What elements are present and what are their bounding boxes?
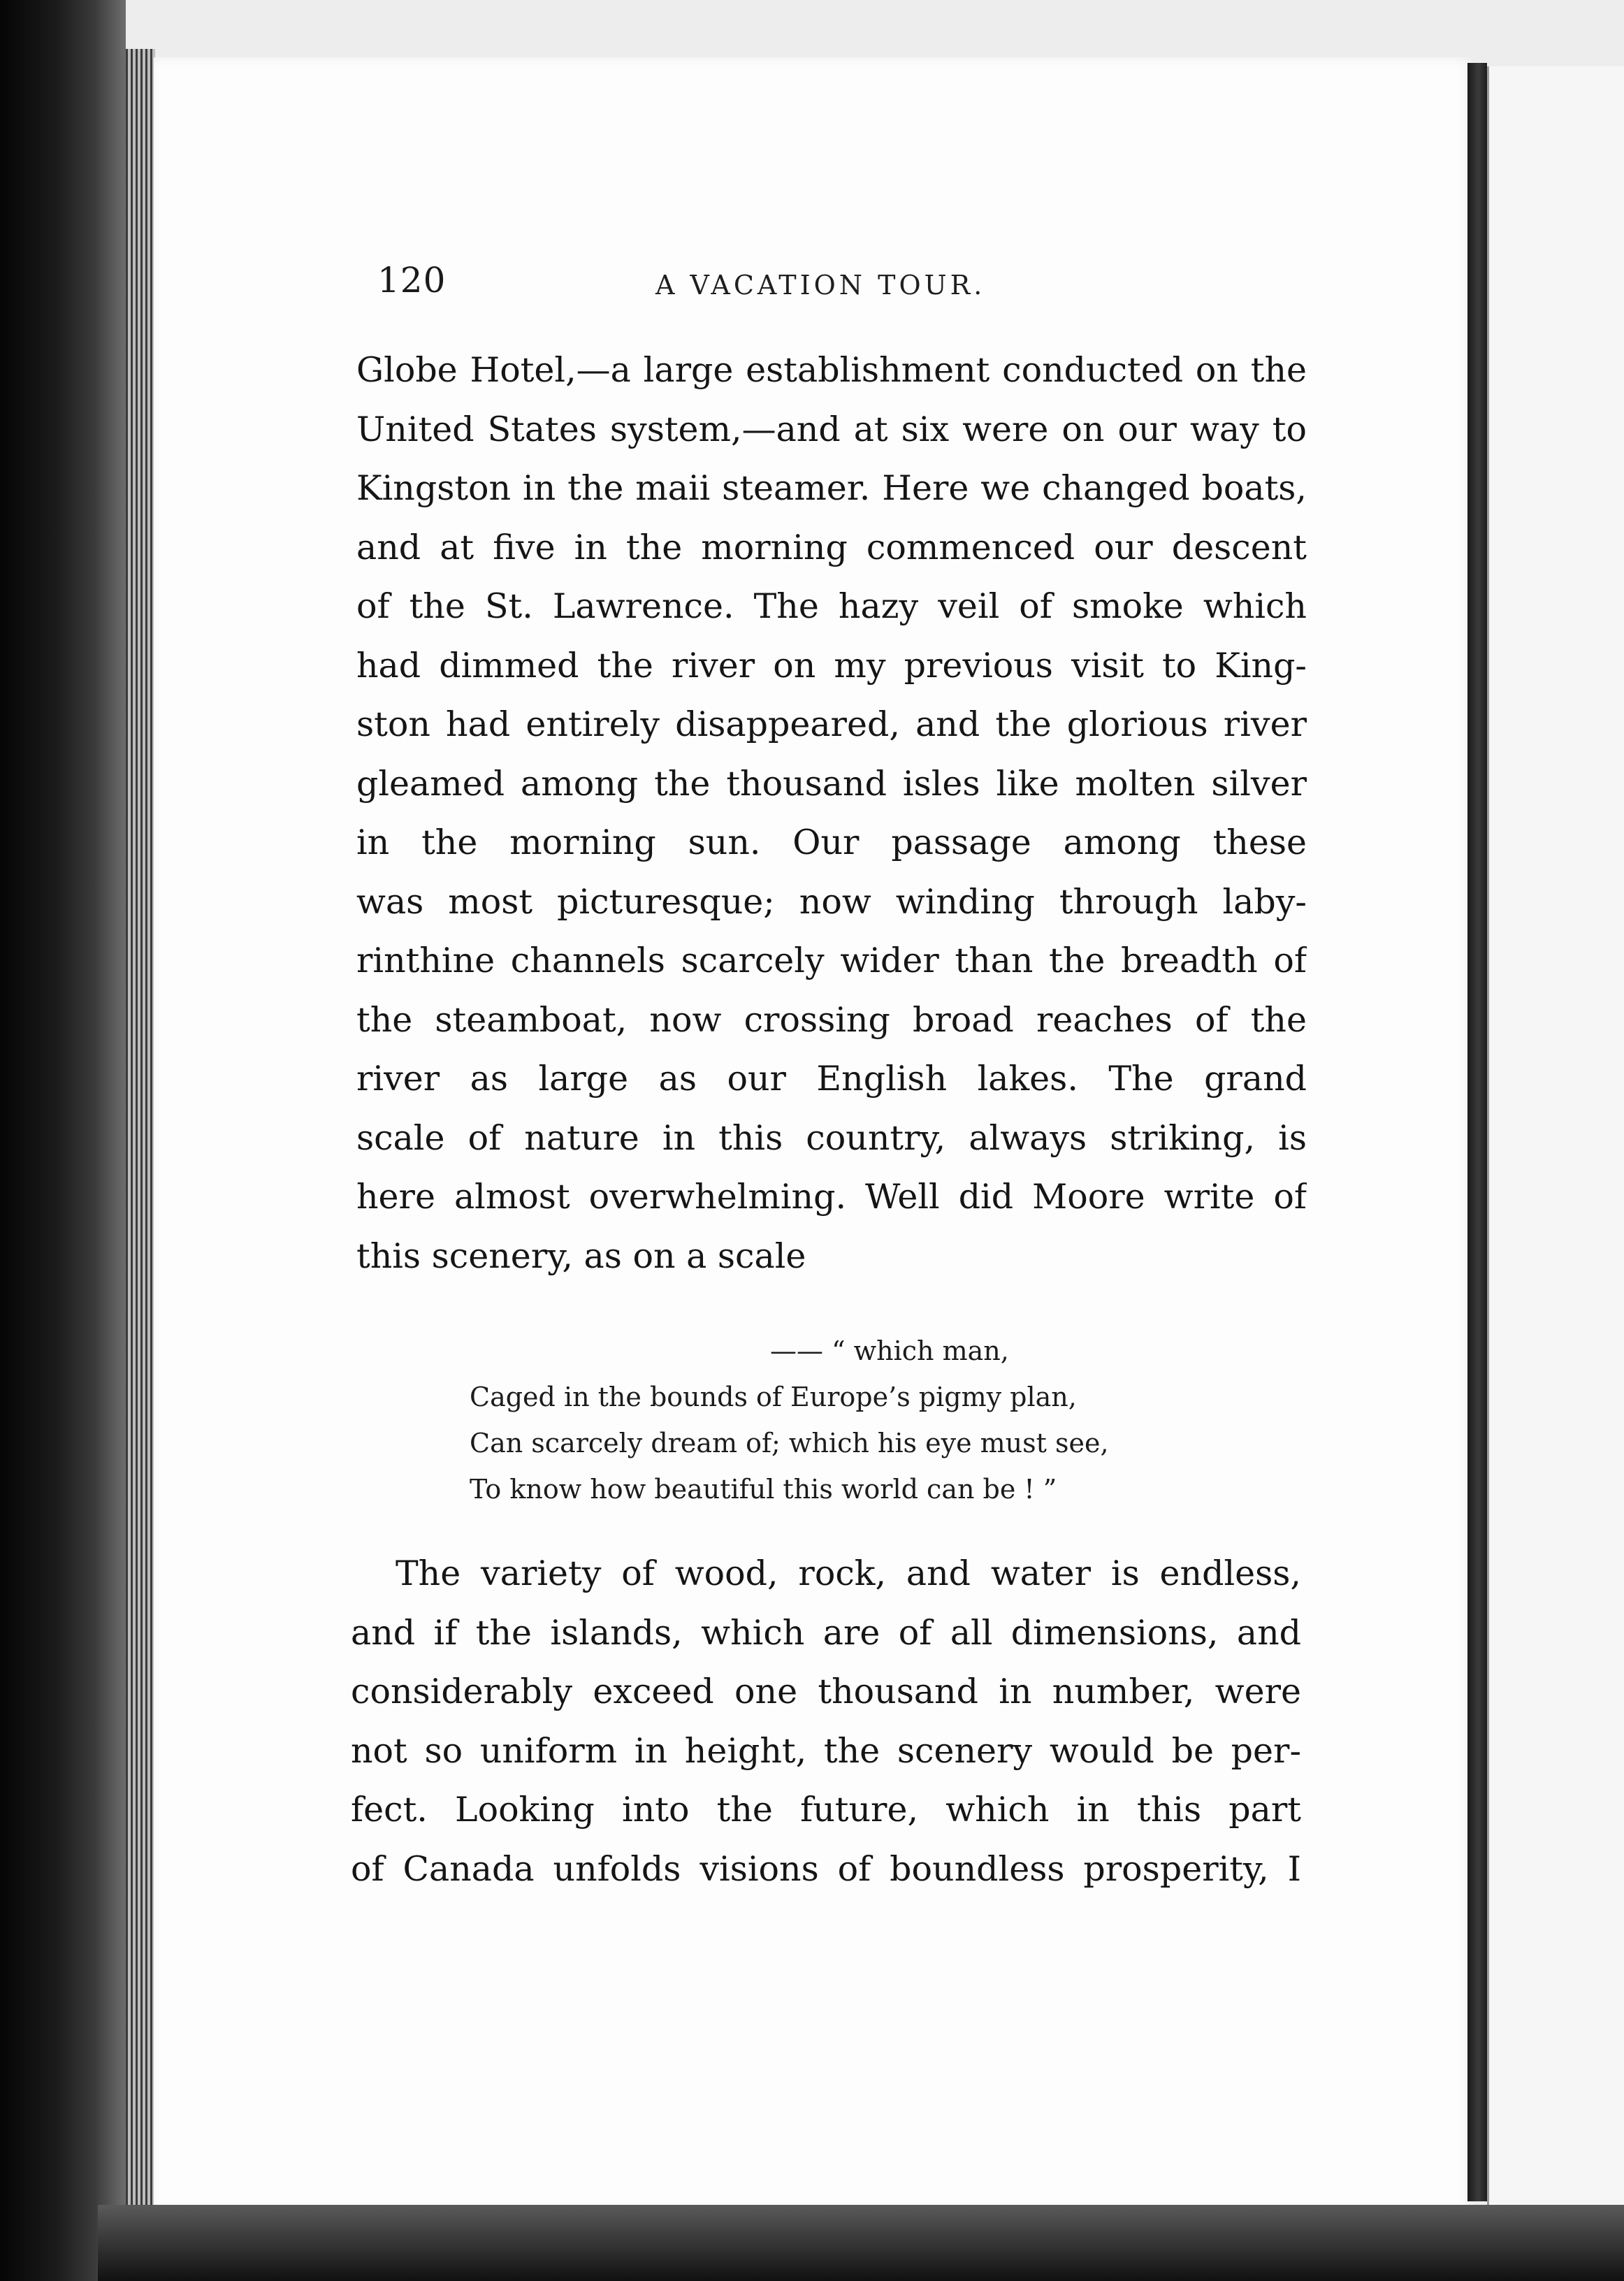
text-line: scale of nature in this country, always striking, is	[356, 1117, 1307, 1158]
text-line: of Canada unfolds visions of boundless prosperity, I	[351, 1848, 1301, 1889]
text-line: Kingston in the maii steamer. Here we changed boats,	[356, 468, 1307, 508]
verse-quotation	[470, 1328, 1168, 1512]
text-line: had dimmed the river on my previous visit to King-	[356, 645, 1307, 686]
verse-line: Can scarcely dream of; which his eye must see,	[470, 1428, 1109, 1458]
paragraph-2	[351, 1544, 1301, 1899]
page-number: 120	[377, 260, 447, 300]
running-title: A VACATION TOUR.	[655, 270, 986, 300]
text-line: gleamed among the thousand isles like molten silver	[356, 763, 1307, 804]
text-line: The variety of wood, rock, and water is endless,	[396, 1554, 1301, 1593]
text-line: and at five in the morning commenced our descent	[356, 527, 1307, 567]
paragraph-1	[356, 341, 1307, 1286]
text-line: here almost overwhelming. Well did Moore write of	[356, 1177, 1307, 1217]
text-line: Globe Hotel,—a large establishment conducted on the	[356, 350, 1307, 390]
text-line: United States system,—and at six were on our way to	[356, 409, 1307, 449]
text-line: and if the islands, which are of all dimensions, and	[351, 1612, 1301, 1653]
page-stack-edge	[126, 49, 155, 2208]
text-line: this scenery, as on a scale	[356, 1236, 806, 1276]
text-line: in the morning sun. Our passage among these	[356, 823, 1307, 862]
verse-line: —— “ which man,	[770, 1335, 1009, 1366]
page-gutter-shadow	[1467, 63, 1487, 2201]
book-binding	[0, 0, 126, 2281]
verse-line: To know how beautiful this world can be ! ”	[470, 1474, 1057, 1505]
facing-page-edge	[1487, 66, 1624, 2205]
text-line: rinthine channels scarcely wider than the breadth of	[356, 941, 1307, 980]
text-line: the steamboat, now crossing broad reaches of the	[356, 999, 1307, 1040]
text-line: considerably exceed one thousand in number, were	[351, 1672, 1301, 1711]
text-line: not so uniform in height, the scenery would be per-	[351, 1730, 1301, 1771]
text-line: ston had entirely disappeared, and the glorious river	[356, 704, 1307, 744]
scan-bottom-shadow	[98, 2205, 1624, 2281]
text-line: river as large as our English lakes. The grand	[356, 1059, 1307, 1099]
page-header	[377, 260, 1300, 309]
text-line: fect. Looking into the future, which in this part	[351, 1790, 1301, 1830]
verse-line: Caged in the bounds of Europe’s pigmy plan,	[470, 1382, 1077, 1412]
text-line: of the St. Lawrence. The hazy veil of smoke which	[356, 586, 1307, 626]
text-line: was most picturesque; now winding through laby-	[356, 881, 1307, 922]
